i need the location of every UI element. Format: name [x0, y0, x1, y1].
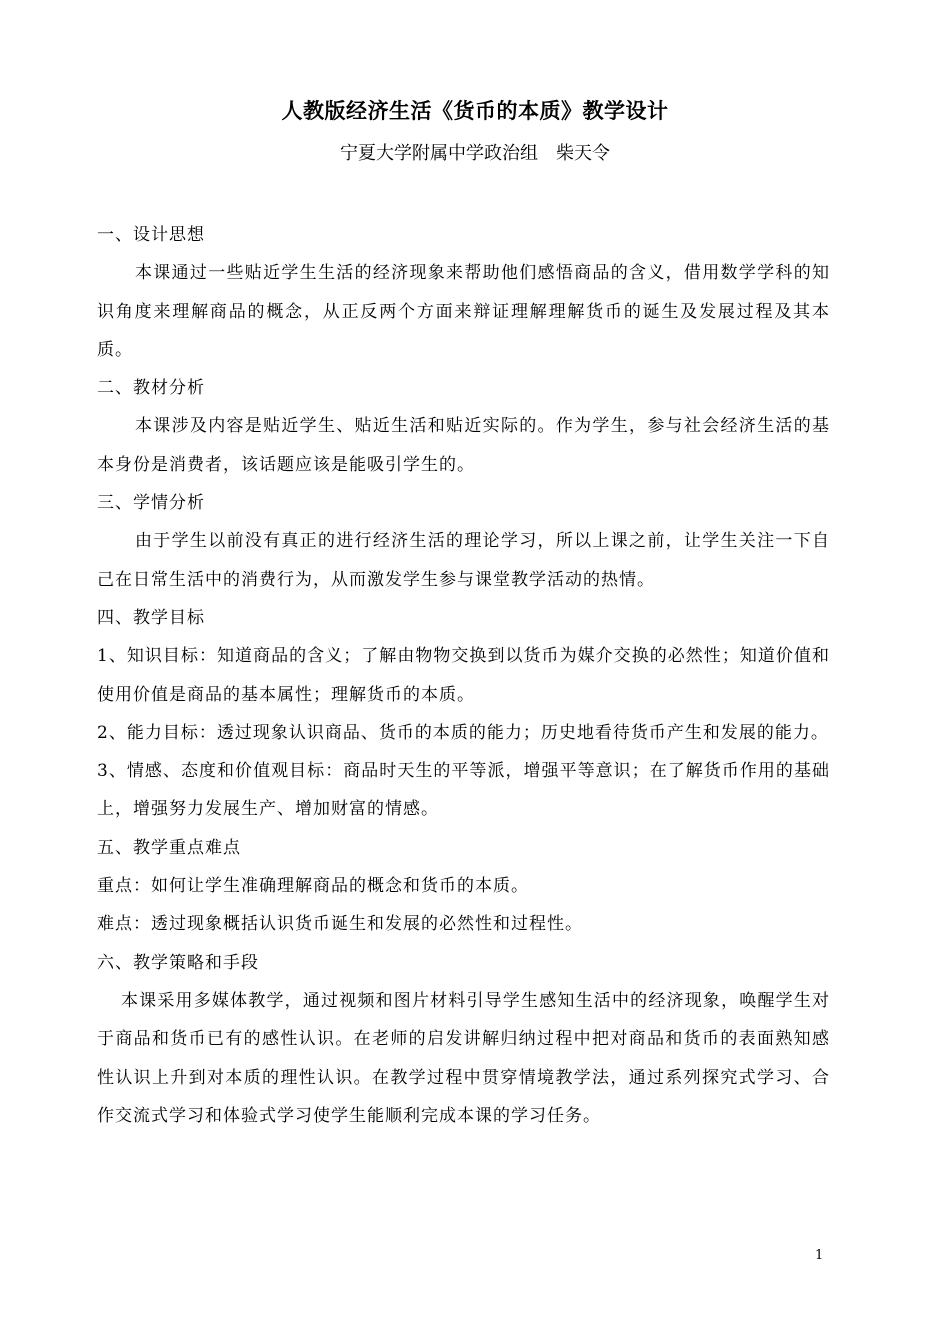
page-number: 1: [815, 1248, 824, 1263]
difficulty-item: 难点：透过现象概括认识货币诞生和发展的必然性和过程性。: [97, 914, 583, 935]
document-body: [97, 216, 830, 1135]
objective-item-ability: 2、能力目标：透过现象认识商品、货币的本质的能力；历史地看待货币产生和发展的能力。: [97, 722, 829, 743]
section-heading-textbook-analysis: 二、教材分析: [97, 378, 205, 399]
key-point-item: 重点：如何让学生准确理解商品的概念和货币的本质。: [97, 876, 529, 897]
section-heading-teaching-objectives: 四、教学目标: [97, 607, 205, 628]
section-heading-strategy: 六、教学策略和手段: [97, 952, 259, 973]
section-heading-design-thinking: 一、设计思想: [97, 225, 205, 245]
section-paragraph: 本课涉及内容是贴近学生、贴近生活和贴近实际的。作为学生，参与社会经济生活的基本身份是消费者，该话题应该是能吸引学生的。: [97, 416, 830, 475]
section-paragraph: 本课通过一些贴近学生生活的经济现象来帮助他们感悟商品的含义，借用数学学科的知识角度来理解商品的概念，从正反两个方面来辩证理解理解货币的诞生及发展过程及其本质。: [97, 263, 830, 360]
section-heading-key-points: 五、教学重点难点: [97, 837, 241, 858]
objective-item-knowledge: 1、知识目标：知道商品的含义；了解由物物交换到以货币为媒介交换的必然性；知道价值和使用价值是商品的基本属性；理解货币的本质。: [97, 646, 830, 705]
section-paragraph: 本课采用多媒体教学，通过视频和图片材料引导学生感知生活中的经济现象，唤醒学生对于商品和货币已有的感性认识。在老师的启发讲解归纳过程中把对商品和货币的表面熟知感性认识上升到对本质的理性认识。在教学过程中贯穿情境教学法，通过系列探究式学习、合作交流式学习和体验式学习使学生能顺利完成本课的学习任务。: [97, 990, 830, 1126]
document-author-line: 宁夏大学附属中学政治组 柴天令: [340, 143, 610, 164]
section-paragraph: 由于学生以前没有真正的进行经济生活的理论学习，所以上课之前，让学生关注一下自己在日常生活中的消费行为，从而激发学生参与课堂教学活动的热情。: [97, 531, 830, 590]
section-heading-student-analysis: 三、学情分析: [97, 493, 205, 514]
document-title: 人教版经济生活《货币的本质》教学设计: [281, 99, 669, 123]
objective-item-emotion: 3、情感、态度和价值观目标：商品时天生的平等派，增强平等意识；在了解货币作用的基础上，增强努力发展生产、增加财富的情感。: [97, 761, 830, 820]
